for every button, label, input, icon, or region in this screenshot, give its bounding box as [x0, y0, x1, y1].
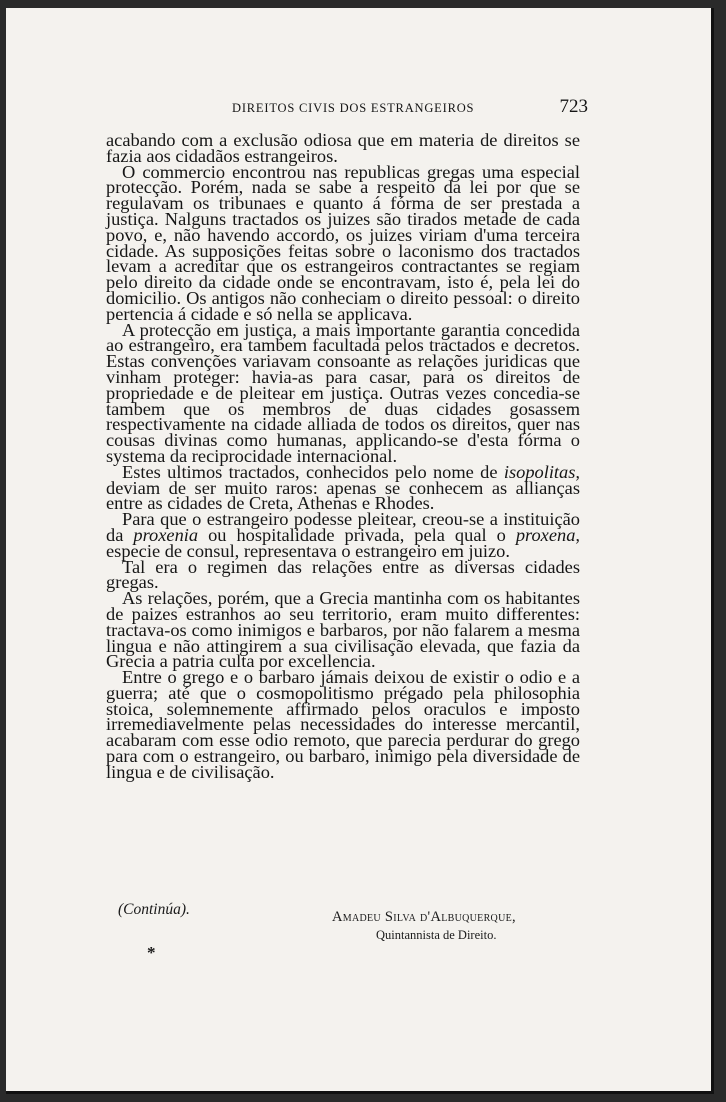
paragraph-4 — [106, 461, 580, 514]
paragraph-5 — [106, 509, 580, 561]
paragraph-5-text-a: Para que o estrangeiro podesse pleitear, creou-se a instituição da — [106, 509, 580, 545]
paragraph-4-text-a: Estes ultimos tractados, conhecidos pelo nome de — [122, 461, 504, 482]
running-head — [106, 96, 586, 118]
paragraph-3: A protecção em justiça, a mais importante garantia concedida ao estrangeiro, era tambem facultada pelos tractados e decretos. Estas convenções variavam consoante as relações juridicas que vinham proteger: havia-as para casar, para os direitos de propriedade e de pleitear em justiça. Outras vezes concedia-se tambem que os membros de duas cidades gosassem respectivamente na cidade alliada de todos os direitos, quer nas cousas divinas como humanas, applicando-se d'esta fórma o systema da reciprocidade internacional. — [106, 319, 580, 466]
term-proxena: proxena, — [515, 524, 580, 545]
paragraph-8: Entre o grego e o barbaro jámais deixou de existir o odio e a guerra; até que o cosmopolitismo prégado pela philosophia stoica, solemnemente affirmado pelos oraculos e imposto irremediavelmente pelas necessidades do interesse mercantil, acabaram com esse odio remoto, que parecia perdurar do grego para com o estrangeiro, ou barbaro, inimigo pela diversidade de lingua e de civilisação. — [106, 667, 580, 782]
paragraph-1: acabando com a exclusão odiosa que em materia de direitos se fazia aos cidadãos estrangeiros. — [106, 130, 580, 166]
author-role: Quintannista de Direito. — [376, 928, 497, 942]
running-title: DIREITOS CIVIS DOS ESTRANGEIROS — [232, 101, 475, 115]
asterisk-ornament: * — [147, 943, 156, 962]
body-text — [106, 130, 580, 782]
paragraph-5-text-c: especie de consul, representava o estrangeiro em juizo. — [106, 540, 510, 561]
term-proxenia: proxenia — [133, 524, 199, 545]
continua-note: (Continúa). — [118, 901, 190, 918]
document-page — [6, 8, 714, 1094]
paragraph-6: Tal era o regimen das relações entre as diversas cidades gregas. — [106, 556, 580, 593]
paragraph-4-text-b: deviam de ser muito raros: apenas se conhecem as allianças entre as cidades de Creta, Athenas e Rhodes. — [106, 477, 580, 514]
author-signature: Amadeu Silva d'Albuquerque, — [332, 909, 516, 925]
term-isopolitas: isopolitas, — [503, 461, 580, 482]
page-number: 723 — [559, 96, 588, 117]
paragraph-2: O commercio encontrou nas republicas gregas uma especial protecção. Porém, nada se sabe a respeito da lei por que se regulavam os tribunaes e quanto á fórma de ser prestada a justiça. Nalguns tractados os juizes são tirados metade de cada povo, e, não havendo accordo, os juizes viriam d'uma terceira cidade. As supposições feitas sobre o laconismo dos tractados levam a acreditar que os estrangeiros contractantes se regiam pelo direito da cidade onde se encontravam, isto é, pela lei do domicilio. Os antigos não conheciam o direito pessoal: o direito pertencia á cidade e só nella se applicava. — [106, 161, 580, 324]
paragraph-7: As relações, porém, que a Grecia mantinha com os habitantes de paizes estranhos ao seu territorio, eram muito differentes: tractava-os como inimigos e barbaros, por não falarem a mesma lingua e não attingirem a sua civilisação elevada, que fazia da Grecia a patria culta por excellencia. — [106, 588, 580, 672]
paragraph-5-text-b: ou hospitalidade privada, pela qual o — [198, 524, 516, 545]
